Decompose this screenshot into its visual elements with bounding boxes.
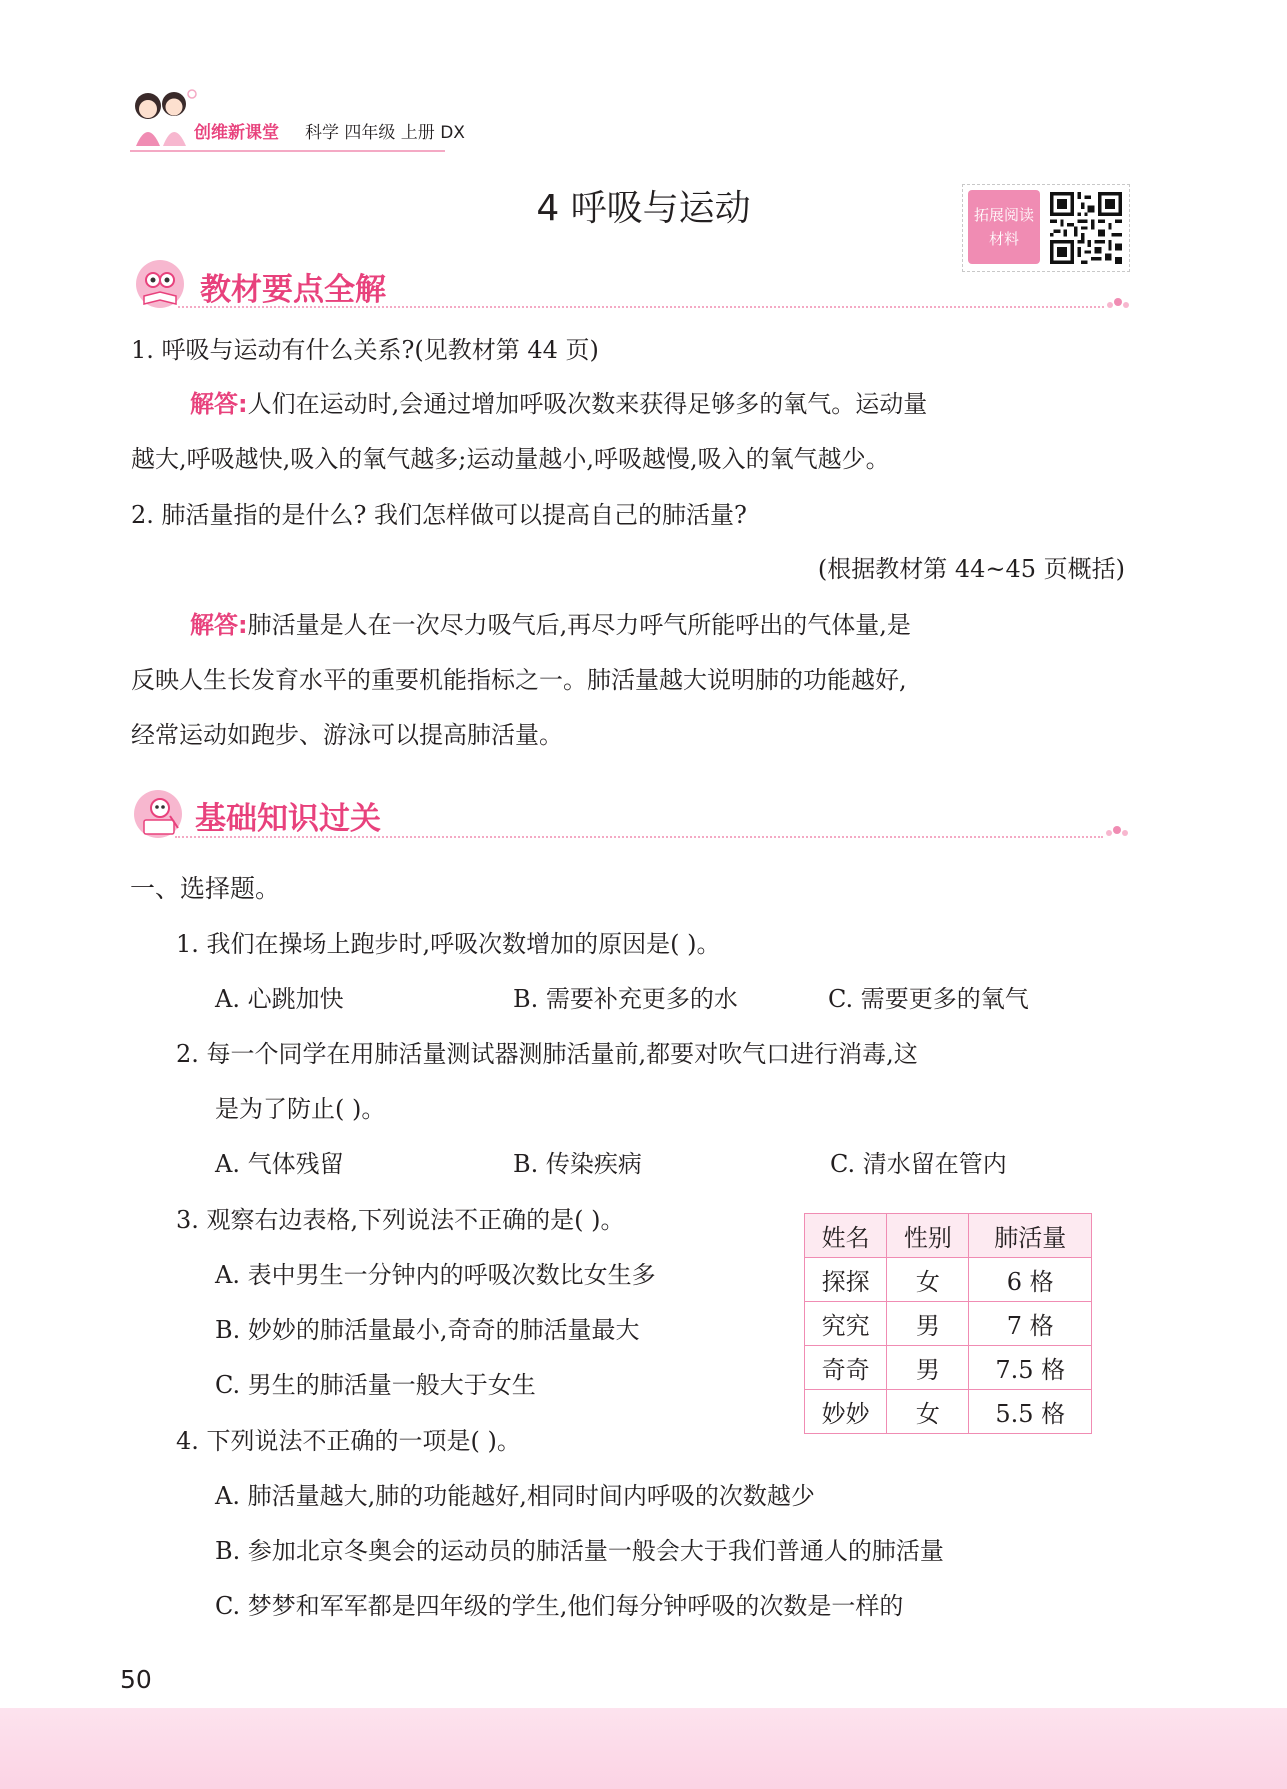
- mascot-writing-icon: [130, 788, 188, 840]
- answer-1-line-1: 解答:人们在运动时,会通过增加呼吸次数来获得足够多的氧气。运动量: [190, 390, 928, 418]
- table-cell: 妙妙: [805, 1390, 887, 1434]
- exercise-q2-line-2: 是为了防止( )。: [215, 1095, 386, 1123]
- question-2-source: (根据教材第 44~45 页概括): [817, 555, 1125, 583]
- table-row: [805, 1390, 1092, 1434]
- table-row: [805, 1346, 1092, 1390]
- question-2: 2. 肺活量指的是什么? 我们怎样做可以提高自己的肺活量?: [131, 501, 747, 529]
- table-row: [805, 1302, 1092, 1346]
- section-title-basic: 基础知识过关: [195, 801, 381, 837]
- owl-reading-icon: [132, 258, 190, 310]
- exercise-q4-option-b: B. 参加北京冬奥会的运动员的肺活量一般会大于我们普通人的肺活量: [215, 1537, 944, 1565]
- exercise-q4: 4. 下列说法不正确的一项是( )。: [176, 1427, 521, 1455]
- table-row: [805, 1258, 1092, 1302]
- brand-name: 创维新课堂: [194, 123, 279, 143]
- table-cell: 奇奇: [805, 1346, 887, 1390]
- table-cell: 女: [887, 1258, 969, 1302]
- answer-1-line-2: 越大,呼吸越快,吸入的氧气越多;运动量越小,呼吸越慢,吸入的氧气越少。: [131, 445, 890, 473]
- flower-ornament-icon: [1103, 824, 1131, 840]
- exercise-q1-option-a: A. 心跳加快: [215, 985, 344, 1013]
- exercise-q2-option-a: A. 气体残留: [215, 1150, 344, 1178]
- table-cell: 男: [887, 1302, 969, 1346]
- section-title-key-points: 教材要点全解: [200, 272, 386, 308]
- table-header-row: [805, 1214, 1092, 1258]
- footer-band: [0, 1708, 1287, 1789]
- exercise-q2-option-c: C. 清水留在管内: [830, 1150, 1007, 1178]
- exercise-q3-option-a: A. 表中男生一分钟内的呼吸次数比女生多: [215, 1261, 656, 1289]
- table-cell: 5.5 格: [969, 1390, 1092, 1434]
- exercise-q2-line-1: 2. 每一个同学在用肺活量测试器测肺活量前,都要对吹气口进行消毒,这: [176, 1040, 918, 1068]
- answer-2-line-2: 反映人生长发育水平的重要机能指标之一。肺活量越大说明肺的功能越好,: [131, 666, 907, 694]
- qr-code-icon[interactable]: [1050, 192, 1122, 264]
- table-cell: 探探: [805, 1258, 887, 1302]
- table-header-cell: 肺活量: [969, 1214, 1092, 1258]
- table-cell: 7 格: [969, 1302, 1092, 1346]
- exercise-q1-option-b: B. 需要补充更多的水: [513, 985, 738, 1013]
- table-cell: 女: [887, 1390, 969, 1434]
- table-header-cell: 性别: [887, 1214, 969, 1258]
- answer-label: 解答:: [190, 611, 248, 639]
- exercise-q3-option-c: C. 男生的肺活量一般大于女生: [215, 1371, 536, 1399]
- header-divider: [130, 150, 445, 152]
- table-header-cell: 姓名: [805, 1214, 887, 1258]
- exercise-q1: 1. 我们在操场上跑步时,呼吸次数增加的原因是( )。: [176, 930, 721, 958]
- subject-info: 科学 四年级 上册 DX: [305, 123, 465, 143]
- table-cell: 男: [887, 1346, 969, 1390]
- exercise-heading: 一、选择题。: [130, 874, 281, 903]
- answer-2-line-1: 解答:肺活量是人在一次尽力吸气后,再尽力呼气所能呼出的气体量,是: [190, 611, 911, 639]
- exercise-q1-option-c: C. 需要更多的氧气: [828, 985, 1029, 1013]
- qr-tag-line1: 拓展阅读: [973, 206, 1034, 224]
- section-divider-basic: [175, 836, 1103, 838]
- exercise-q4-option-c: C. 梦梦和军军都是四年级的学生,他们每分钟呼吸的次数是一样的: [215, 1592, 904, 1620]
- section-divider-key-points: [178, 306, 1104, 308]
- table-cell: 6 格: [969, 1258, 1092, 1302]
- answer-2-line-3: 经常运动如跑步、游泳可以提高肺活量。: [131, 721, 563, 749]
- answer-label: 解答:: [190, 390, 248, 418]
- kids-mascot-icon: [126, 86, 202, 150]
- question-1: 1. 呼吸与运动有什么关系?(见教材第 44 页): [131, 336, 599, 364]
- chapter-title: 4 呼吸与运动: [536, 188, 751, 229]
- qr-tag-line2: 材料: [988, 230, 1019, 248]
- page-number: 50: [120, 1665, 152, 1694]
- exercise-q2-option-b: B. 传染疾病: [513, 1150, 642, 1178]
- exercise-q3: 3. 观察右边表格,下列说法不正确的是( )。: [176, 1206, 625, 1234]
- qr-tag: [968, 190, 1040, 264]
- table-cell: 7.5 格: [969, 1346, 1092, 1390]
- exercise-q4-option-a: A. 肺活量越大,肺的功能越好,相同时间内呼吸的次数越少: [215, 1482, 815, 1510]
- flower-ornament-icon: [1104, 296, 1132, 312]
- lung-capacity-table: [804, 1213, 1092, 1434]
- exercise-q3-option-b: B. 妙妙的肺活量最小,奇奇的肺活量最大: [215, 1316, 640, 1344]
- table-cell: 究究: [805, 1302, 887, 1346]
